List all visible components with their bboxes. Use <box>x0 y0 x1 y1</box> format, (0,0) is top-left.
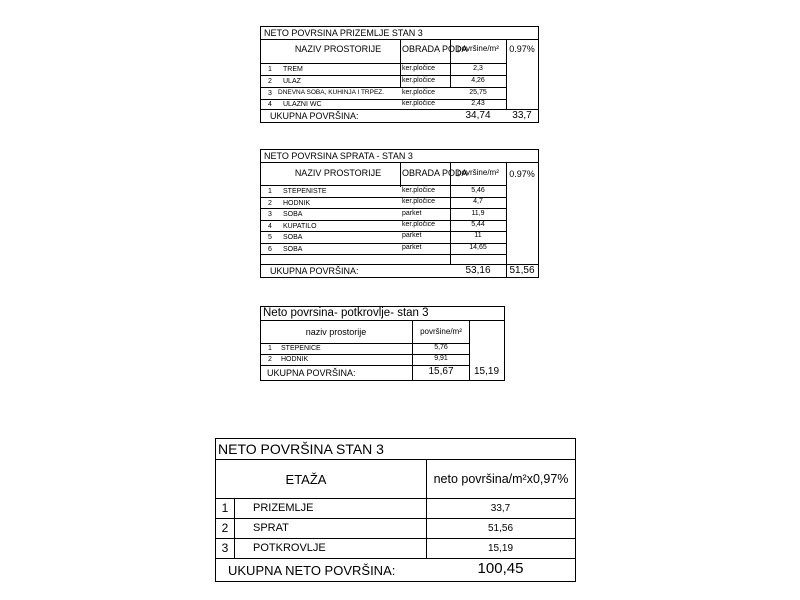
room-area: 14,65 <box>469 244 487 251</box>
room-name: ULAZ <box>283 78 301 85</box>
floor-area: 51,56 <box>487 523 514 534</box>
floor-finish: parket <box>402 244 422 251</box>
room-area: 2,43 <box>471 100 485 107</box>
room-area: 25,75 <box>469 89 487 96</box>
upper-floor-header-name: NAZIV PROSTORIJE <box>294 168 382 178</box>
floor-finish: ker.pločice <box>402 100 436 107</box>
floor-name: POTKROVLJE <box>253 542 326 554</box>
room-name: HODNIK <box>283 200 311 207</box>
upper-floor-total-label: UKUPNA POVRŠINA: <box>270 266 359 276</box>
ground-floor-total: 34,74 <box>465 110 491 121</box>
floor-finish: parket <box>402 210 422 217</box>
row-number: 4 <box>268 101 272 108</box>
row-number: 1 <box>268 66 272 73</box>
ground-floor-header-area: površine/m² <box>457 44 499 53</box>
floor-name: SPRAT <box>253 522 289 534</box>
ground-floor-title: NETO POVRSINA PRIZEMLJE STAN 3 <box>264 28 423 38</box>
attic-total-label: UKUPNA POVRŠINA: <box>267 368 356 378</box>
floor-finish: ker.pločice <box>402 198 436 205</box>
upper-floor-total: 53,16 <box>465 265 491 276</box>
summary-table <box>215 438 576 582</box>
ground-floor-header-name: NAZIV PROSTORIJE <box>294 44 382 54</box>
attic-total: 15,67 <box>428 366 454 377</box>
room-name: STEPENISTE <box>283 188 327 195</box>
floor-area: 33,7 <box>490 503 511 514</box>
ground-floor-header-factor: 0.97% <box>509 44 535 54</box>
summary-total: 100,45 <box>477 560 524 577</box>
upper-floor-header-area: površine/m² <box>457 168 499 177</box>
ground-floor-total-label: UKUPNA POVRŠINA: <box>270 111 359 121</box>
row-number: 3 <box>221 541 229 555</box>
attic-header-name: naziv prostorije <box>305 327 367 337</box>
floor-finish: ker.pločice <box>402 65 436 72</box>
attic-header-area: površine/m² <box>420 327 462 336</box>
row-number: 3 <box>268 90 272 97</box>
ground-floor-table <box>260 26 539 123</box>
upper-floor-header-finish: OBRADA PODA <box>402 168 468 178</box>
summary-header-area: neto površina/m²x0,97% <box>433 472 569 486</box>
room-area: 4,7 <box>473 198 483 205</box>
room-name: ULAZNI WC <box>283 101 322 108</box>
floor-finish: ker.pločice <box>402 77 436 84</box>
attic-total-factor: 15,19 <box>473 366 500 377</box>
attic-title: Neto povrsina- potkrovlje- stan 3 <box>263 307 429 319</box>
upper-floor-header-factor: 0.97% <box>509 169 535 179</box>
room-name: SOBA <box>283 211 303 218</box>
room-name: SOBA <box>283 246 303 253</box>
row-number: 2 <box>221 521 229 535</box>
floor-finish: ker.pločice <box>402 221 436 228</box>
room-area: 9,91 <box>434 355 448 362</box>
room-area: 5,44 <box>471 221 485 228</box>
upper-floor-table <box>260 149 539 278</box>
room-area: 11 <box>474 232 482 239</box>
floor-area: 15,19 <box>487 543 514 554</box>
room-area: 5,46 <box>471 187 485 194</box>
row-number: 2 <box>268 356 272 363</box>
floor-name: PRIZEMLJE <box>253 502 314 514</box>
room-area: 4,26 <box>471 77 485 84</box>
row-number: 1 <box>221 501 229 515</box>
floor-finish: parket <box>402 232 422 239</box>
room-name: KUPATILO <box>283 223 317 230</box>
upper-floor-title: NETO POVRSINA SPRATA - STAN 3 <box>264 151 413 161</box>
room-area: 5,76 <box>434 344 448 351</box>
summary-total-label: UKUPNA NETO POVRŠINA: <box>228 563 396 578</box>
room-name: STEPENICE <box>281 345 321 352</box>
row-number: 2 <box>268 200 272 207</box>
room-area: 2,3 <box>473 65 483 72</box>
row-number: 6 <box>268 246 272 253</box>
ground-floor-total-factor: 33,7 <box>512 110 532 121</box>
row-number: 4 <box>268 223 272 230</box>
summary-title: NETO POVRŠINA STAN 3 <box>218 441 384 457</box>
floor-finish: ker.pločice <box>402 187 436 194</box>
floor-finish: ker.pločice <box>402 89 436 96</box>
attic-table <box>260 306 505 381</box>
row-number: 1 <box>268 188 272 195</box>
row-number: 2 <box>268 78 272 85</box>
ground-floor-header-finish: OBRADA PODA <box>402 44 468 54</box>
summary-header-floor: ETAŽA <box>285 472 327 487</box>
row-number: 5 <box>268 234 272 241</box>
row-number: 3 <box>268 211 272 218</box>
room-name: SOBA <box>283 234 303 241</box>
row-number: 1 <box>268 345 272 352</box>
room-name: HODNIK <box>281 356 309 363</box>
room-name: DNEVNA SOBA, KUHINJA I TRPEZ. <box>278 89 385 96</box>
room-name: TREM <box>283 66 303 73</box>
upper-floor-total-factor: 51,56 <box>509 265 535 276</box>
room-area: 11,9 <box>471 210 485 217</box>
